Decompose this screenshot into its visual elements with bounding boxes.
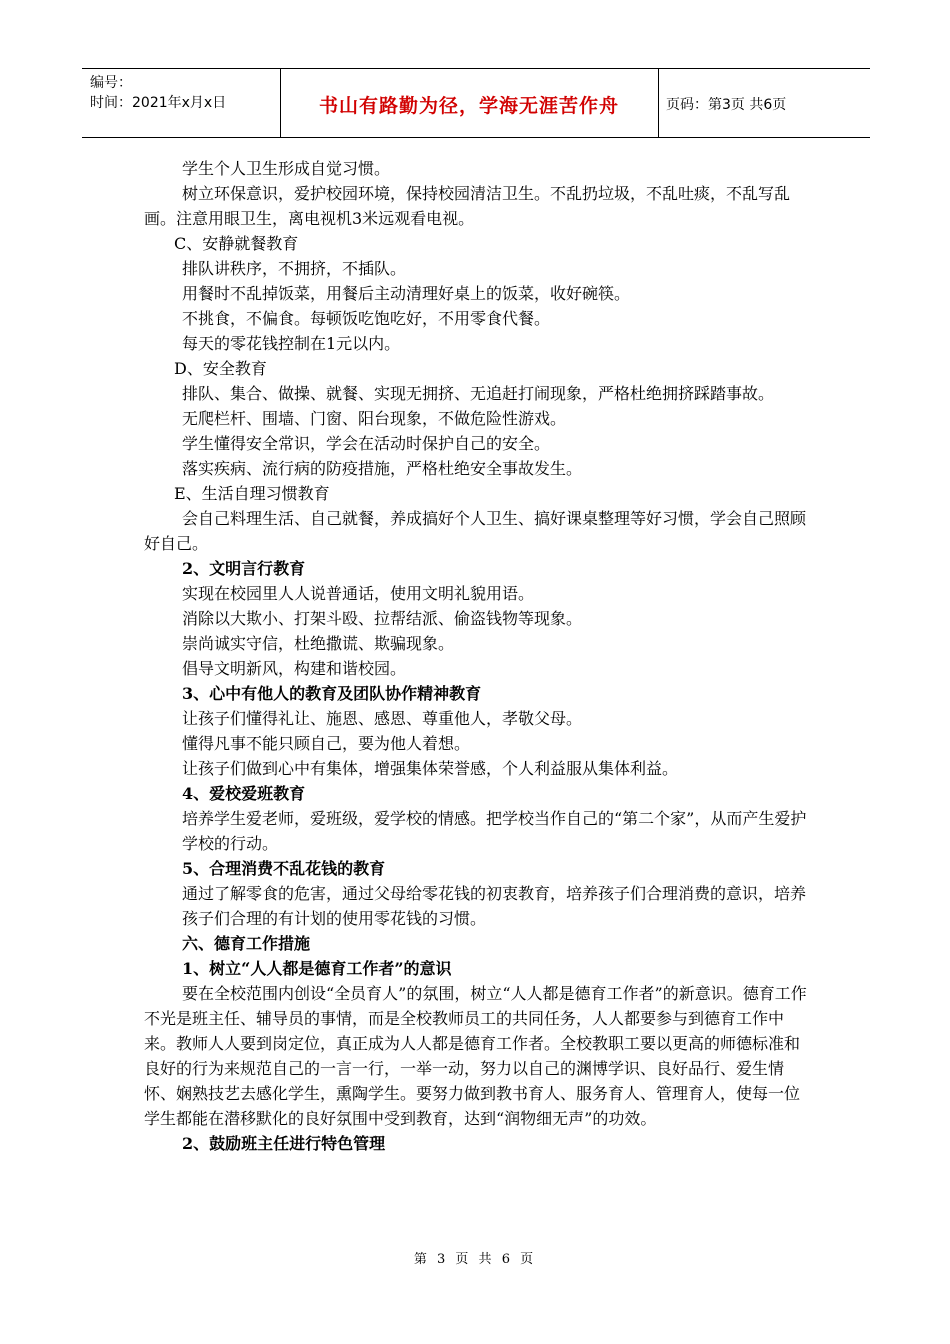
body-paragraph: 要在全校范围内创设“全员育人”的氛围，树立“人人都是德育工作者”的新意识。德育工作不光是班主任、辅导员的事情，而是全校教师员工的共同任务，人人都要参与到德育工作中来。教师人人要到岗定位，真正成为人人都是德育工作者。全校教职工要以更高的师德标准和良好的行为来规范自己的一言一行，一举一动，努力以自己的渊博学识、良好品行、爱生情怀、娴熟技艺去感化学生，熏陶学生。要努力做到教书育人、服务育人、管理育人，使每一位学生都能在潜移默化的良好氛围中受到教育，达到“润物细无声”的功效。 [144, 984, 807, 1128]
header-motto: 书山有路勤为径，学海无涯苦作舟 [318, 95, 619, 117]
body-paragraph: 懂得凡事不能只顾自己，要为他人着想。 [182, 734, 471, 753]
body-paragraph: 崇尚诚实守信，杜绝撒谎、欺骗现象。 [182, 634, 455, 653]
header-meta [90, 73, 226, 113]
body-paragraph: 无爬栏杆、围墙、门窗、阳台现象，不做危险性游戏。 [182, 409, 567, 428]
body-paragraph: 让孩子们做到心中有集体，增强集体荣誉感，个人利益服从集体利益。 [182, 759, 679, 778]
document-number-label: 编号： [90, 75, 132, 91]
section-heading: 3、心中有他人的教育及团队协作精神教育 [182, 684, 482, 703]
body-paragraph: 用餐时不乱掉饭菜，用餐后主动清理好桌上的饭菜，收好碗筷。 [182, 284, 631, 303]
header-divider [658, 69, 659, 137]
section-heading: 1、树立“人人都是德育工作者”的意识 [182, 959, 452, 978]
section-heading: 2、鼓励班主任进行特色管理 [182, 1134, 386, 1153]
body-paragraph: 落实疾病、流行病的防疫措施，严格杜绝安全事故发生。 [182, 459, 583, 478]
body-paragraph: 通过了解零食的危害，通过父母给零花钱的初衷教育，培养孩子们合理消费的意识，培养孩子们合理的有计划的使用零花钱的习惯。 [182, 884, 807, 928]
section-heading: 2、文明言行教育 [182, 559, 306, 578]
body-paragraph: 实现在校园里人人说普通话，使用文明礼貌用语。 [182, 584, 535, 603]
body-paragraph: 倡导文明新风，构建和谐校园。 [182, 659, 407, 678]
section-heading: 4、爱校爱班教育 [182, 784, 306, 803]
body-paragraph: 不挑食，不偏食。每顿饭吃饱吃好，不用零食代餐。 [182, 309, 551, 328]
body-paragraph: 培养学生爱老师，爱班级，爱学校的情感。把学校当作自己的“第二个家”，从而产生爱护学校的行动。 [182, 809, 807, 853]
document-body [144, 156, 808, 1156]
section-heading: 5、合理消费不乱花钱的教育 [182, 859, 386, 878]
body-paragraph: 会自己料理生活、自己就餐，养成搞好个人卫生、搞好课桌整理等好习惯，学会自己照顾好自己。 [144, 509, 807, 553]
body-paragraph: D、安全教育 [174, 359, 267, 378]
body-paragraph: 消除以大欺小、打架斗殴、拉帮结派、偷盗钱物等现象。 [182, 609, 583, 628]
body-paragraph: 学生懂得安全常识，学会在活动时保护自己的安全。 [182, 434, 551, 453]
body-paragraph: 树立环保意识，爱护校园环境，保持校园清洁卫生。不乱扔垃圾，不乱吐痰，不乱写乱画。注意用眼卫生，离电视机3米远观看电视。 [144, 184, 791, 228]
body-paragraph: 排队讲秩序，不拥挤，不插队。 [182, 259, 407, 278]
body-paragraph: C、安静就餐教育 [174, 234, 299, 253]
header-page-number: 页码：第3页 共6页 [666, 97, 787, 113]
body-paragraph: 每天的零花钱控制在1元以内。 [182, 334, 401, 353]
document-time-label: 时间：2021年x月x日 [90, 95, 227, 111]
page-header [82, 68, 870, 138]
section-heading: 六、德育工作措施 [182, 934, 311, 953]
body-paragraph: 排队、集合、做操、就餐、实现无拥挤、无追赶打闹现象，严格杜绝拥挤踩踏事故。 [182, 384, 775, 403]
body-paragraph: 让孩子们懂得礼让、施恩、感恩、尊重他人，孝敬父母。 [182, 709, 583, 728]
body-paragraph: 学生个人卫生形成自觉习惯。 [182, 159, 391, 178]
body-paragraph: E、生活自理习惯教育 [174, 484, 330, 503]
page-footer: 第 3 页 共 6 页 [413, 1252, 537, 1267]
